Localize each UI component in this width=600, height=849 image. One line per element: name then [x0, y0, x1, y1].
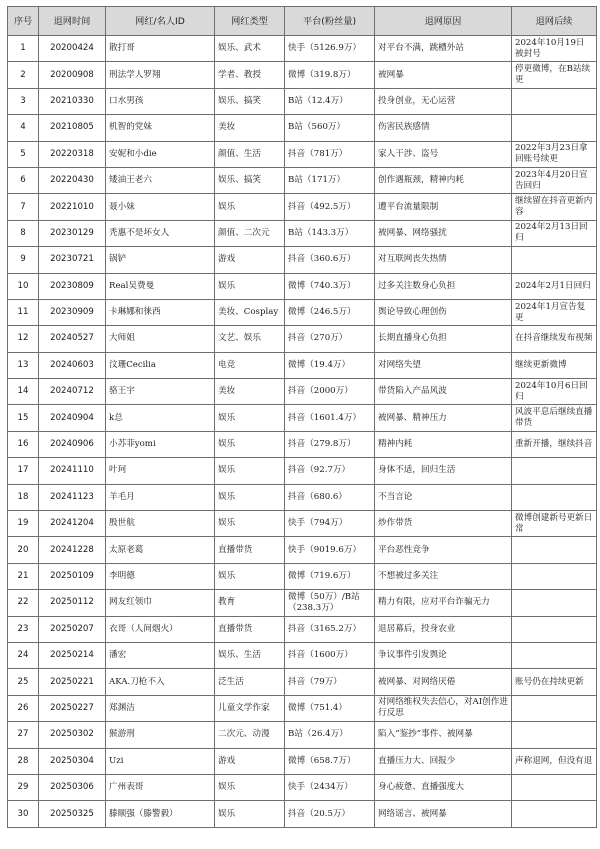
table-row [8, 563, 597, 589]
cell-reason: 炒作带货 [375, 511, 512, 537]
cell-followup: 2024年1月宣告复更 [512, 299, 597, 325]
cell-followup: 账号仍在持续更新 [512, 669, 597, 695]
cell-platform: B站（143.3万） [285, 220, 375, 246]
cell-date: 20210805 [39, 115, 106, 141]
cell-reason: 家人干涉、盗号 [375, 141, 512, 167]
table-row [8, 722, 597, 748]
cell-platform: 抖音（2000万） [285, 379, 375, 405]
table-row [8, 669, 597, 695]
table-row [8, 36, 597, 62]
cell-id: Uzi [106, 748, 215, 774]
cell-platform: 微博（658.7万） [285, 748, 375, 774]
cell-index: 24 [8, 642, 39, 668]
cell-type: 娱乐 [215, 774, 285, 800]
cell-reason: 对互联网丧失热情 [375, 247, 512, 273]
cell-id: 猴游刑 [106, 722, 215, 748]
cell-platform: B站（12.4万） [285, 88, 375, 114]
header-reason: 退网原因 [375, 7, 512, 36]
cell-index: 7 [8, 194, 39, 220]
cell-reason: 不想被过多关注 [375, 563, 512, 589]
cell-followup: 2024年2月13日回归 [512, 220, 597, 246]
table-row [8, 167, 597, 193]
table-row [8, 590, 597, 616]
table-row [8, 141, 597, 167]
cell-type: 娱乐、武术 [215, 36, 285, 62]
cell-reason: 对网络维权失去信心，对AI创作进行反思 [375, 695, 512, 721]
cell-reason: 身心疲惫、直播强度大 [375, 774, 512, 800]
cell-date: 20250112 [39, 590, 106, 616]
cell-platform: 微博（740.3万） [285, 273, 375, 299]
cell-date: 20210330 [39, 88, 106, 114]
cell-type: 直播带货 [215, 537, 285, 563]
cell-platform: 抖音（20.5万） [285, 801, 375, 827]
table-row [8, 379, 597, 405]
cell-date: 20250304 [39, 748, 106, 774]
cell-type: 二次元、动漫 [215, 722, 285, 748]
cell-type: 娱乐、生活 [215, 642, 285, 668]
cell-index: 6 [8, 167, 39, 193]
cell-reason: 被网暴、对网络厌倦 [375, 669, 512, 695]
cell-reason: 平台恶性竞争 [375, 537, 512, 563]
cell-reason: 陷入“鉴抄”事件、被网暴 [375, 722, 512, 748]
table-row [8, 458, 597, 484]
cell-index: 2 [8, 62, 39, 88]
cell-type: 泛生活 [215, 669, 285, 695]
cell-id: 矮油王老六 [106, 167, 215, 193]
retirement-table [7, 6, 597, 828]
cell-date: 20230809 [39, 273, 106, 299]
cell-platform: 快手（5126.9万） [285, 36, 375, 62]
table-row [8, 194, 597, 220]
cell-followup: 继续更新微博 [512, 352, 597, 378]
cell-followup: 2023年4月20日宣告回归 [512, 167, 597, 193]
cell-platform: 快手（794万） [285, 511, 375, 537]
cell-date: 20240904 [39, 405, 106, 431]
cell-type: 娱乐 [215, 194, 285, 220]
cell-index: 10 [8, 273, 39, 299]
cell-index: 15 [8, 405, 39, 431]
cell-index: 8 [8, 220, 39, 246]
cell-reason: 身体不适，回归生活 [375, 458, 512, 484]
cell-index: 5 [8, 141, 39, 167]
cell-type: 文艺、娱乐 [215, 326, 285, 352]
cell-id: 李明德 [106, 563, 215, 589]
cell-reason: 争议事件引发舆论 [375, 642, 512, 668]
cell-followup: 声称退网，但没有退 [512, 748, 597, 774]
cell-platform: B站（171万） [285, 167, 375, 193]
cell-date: 20250325 [39, 801, 106, 827]
table-row [8, 484, 597, 510]
cell-index: 17 [8, 458, 39, 484]
cell-followup [512, 695, 597, 721]
table-row [8, 695, 597, 721]
cell-index: 12 [8, 326, 39, 352]
table-row [8, 352, 597, 378]
header-date: 退网时间 [39, 7, 106, 36]
cell-reason: 退居幕后，投身农业 [375, 616, 512, 642]
cell-index: 1 [8, 36, 39, 62]
cell-type: 娱乐 [215, 484, 285, 510]
cell-index: 14 [8, 379, 39, 405]
cell-index: 13 [8, 352, 39, 378]
cell-id: 殷世航 [106, 511, 215, 537]
cell-reason: 伤害民族感情 [375, 115, 512, 141]
cell-reason: 被网暴、精神压力 [375, 405, 512, 431]
cell-id: 口水男孩 [106, 88, 215, 114]
cell-followup [512, 616, 597, 642]
cell-platform: 抖音（360.6万） [285, 247, 375, 273]
cell-followup: 微博创建新号更新日常 [512, 511, 597, 537]
cell-followup [512, 115, 597, 141]
cell-type: 电竞 [215, 352, 285, 378]
cell-platform: 微博（246.5万） [285, 299, 375, 325]
cell-reason: 精神内耗 [375, 431, 512, 457]
document-page [7, 6, 596, 828]
header-row [8, 7, 597, 36]
cell-type: 美妆、Cosplay [215, 299, 285, 325]
cell-followup [512, 247, 597, 273]
cell-reason: 过多关注数身心负担 [375, 273, 512, 299]
cell-followup [512, 801, 597, 827]
cell-followup: 停更微博，在B站续更 [512, 62, 597, 88]
cell-date: 20220318 [39, 141, 106, 167]
table-row [8, 115, 597, 141]
cell-id: 小苏菲yomi [106, 431, 215, 457]
header-type: 网红类型 [215, 7, 285, 36]
cell-followup: 2022年3月23日拿回账号续更 [512, 141, 597, 167]
table-row [8, 62, 597, 88]
cell-type: 娱乐 [215, 273, 285, 299]
cell-reason: 精力有限，应对平台诈骗无力 [375, 590, 512, 616]
cell-followup [512, 590, 597, 616]
cell-platform: 抖音（3165.2万） [285, 616, 375, 642]
table-row [8, 431, 597, 457]
cell-type: 娱乐 [215, 563, 285, 589]
cell-index: 20 [8, 537, 39, 563]
table-row [8, 642, 597, 668]
table-row [8, 616, 597, 642]
cell-platform: 抖音（270万） [285, 326, 375, 352]
cell-date: 20250221 [39, 669, 106, 695]
cell-reason: 被网暴、网络骚扰 [375, 220, 512, 246]
cell-date: 20250214 [39, 642, 106, 668]
cell-reason: 投身创业，无心运营 [375, 88, 512, 114]
table-row [8, 748, 597, 774]
cell-id: 网友红领巾 [106, 590, 215, 616]
cell-followup: 2024年10月19日被封号 [512, 36, 597, 62]
cell-index: 19 [8, 511, 39, 537]
cell-id: 羊毛月 [106, 484, 215, 510]
cell-id: 广州表哥 [106, 774, 215, 800]
cell-reason: 直播压力大、回报少 [375, 748, 512, 774]
table-row [8, 511, 597, 537]
cell-platform: B站（560万） [285, 115, 375, 141]
header-platform: 平台(粉丝量) [285, 7, 375, 36]
cell-platform: 快手（9019.6万） [285, 537, 375, 563]
cell-platform: 快手（2434万） [285, 774, 375, 800]
cell-id: 锅铲 [106, 247, 215, 273]
cell-id: 安妮和小die [106, 141, 215, 167]
cell-id: 大师姐 [106, 326, 215, 352]
cell-type: 游戏 [215, 247, 285, 273]
cell-date: 20241204 [39, 511, 106, 537]
cell-followup [512, 484, 597, 510]
cell-followup: 重新开播，继续抖音 [512, 431, 597, 457]
cell-reason: 对平台不满，跳槽外站 [375, 36, 512, 62]
table-row [8, 801, 597, 827]
cell-type: 儿童文学作家 [215, 695, 285, 721]
cell-id: 刑法学人罗翔 [106, 62, 215, 88]
cell-type: 美妆 [215, 379, 285, 405]
cell-platform: 抖音（79万） [285, 669, 375, 695]
table-row [8, 405, 597, 431]
table-row [8, 299, 597, 325]
cell-followup: 继续留在抖音更新内容 [512, 194, 597, 220]
cell-reason: 对网络失望 [375, 352, 512, 378]
cell-index: 29 [8, 774, 39, 800]
cell-id: 郑渊洁 [106, 695, 215, 721]
cell-id: 聂小妹 [106, 194, 215, 220]
cell-platform: B站（26.4万） [285, 722, 375, 748]
cell-index: 30 [8, 801, 39, 827]
cell-platform: 微博（19.4万） [285, 352, 375, 378]
cell-reason: 带货陷入产品风波 [375, 379, 512, 405]
cell-followup: 2024年10月6日回归 [512, 379, 597, 405]
cell-type: 颜值、生活 [215, 141, 285, 167]
cell-id: 衣哥（人间烟火） [106, 616, 215, 642]
table-row [8, 273, 597, 299]
cell-index: 16 [8, 431, 39, 457]
cell-followup [512, 458, 597, 484]
cell-followup: 风波平息后继续直播带货 [512, 405, 597, 431]
cell-reason: 创作遇瓶颈，精神内耗 [375, 167, 512, 193]
cell-index: 28 [8, 748, 39, 774]
cell-date: 20250227 [39, 695, 106, 721]
cell-followup [512, 88, 597, 114]
cell-type: 教育 [215, 590, 285, 616]
cell-date: 20250306 [39, 774, 106, 800]
cell-index: 3 [8, 88, 39, 114]
cell-type: 游戏 [215, 748, 285, 774]
cell-date: 20241228 [39, 537, 106, 563]
cell-reason: 舆论导致心理创伤 [375, 299, 512, 325]
cell-id: 散打哥 [106, 36, 215, 62]
cell-date: 20230909 [39, 299, 106, 325]
cell-platform: 抖音（492.5万） [285, 194, 375, 220]
cell-type: 美妆 [215, 115, 285, 141]
cell-id: 滕顺强（滕警毅） [106, 801, 215, 827]
cell-id: 卡琳娜和徕西 [106, 299, 215, 325]
table-row [8, 537, 597, 563]
table-row [8, 326, 597, 352]
cell-date: 20221010 [39, 194, 106, 220]
cell-date: 20240712 [39, 379, 106, 405]
cell-type: 娱乐 [215, 431, 285, 457]
cell-id: Real吴费曼 [106, 273, 215, 299]
cell-platform: 抖音（680.6） [285, 484, 375, 510]
cell-followup [512, 537, 597, 563]
cell-id: 潘宏 [106, 642, 215, 668]
cell-index: 27 [8, 722, 39, 748]
cell-platform: 微博（751.4） [285, 695, 375, 721]
cell-index: 25 [8, 669, 39, 695]
cell-date: 20241123 [39, 484, 106, 510]
cell-date: 20250207 [39, 616, 106, 642]
cell-date: 20241110 [39, 458, 106, 484]
cell-followup [512, 722, 597, 748]
header-id: 网红/名人ID [106, 7, 215, 36]
table-row [8, 247, 597, 273]
cell-reason: 长期直播身心负担 [375, 326, 512, 352]
table-row [8, 220, 597, 246]
cell-date: 20250109 [39, 563, 106, 589]
cell-date: 20220430 [39, 167, 106, 193]
table-row [8, 88, 597, 114]
cell-id: 机智的党妹 [106, 115, 215, 141]
cell-reason: 被网暴 [375, 62, 512, 88]
cell-date: 20240906 [39, 431, 106, 457]
cell-date: 20200424 [39, 36, 106, 62]
cell-type: 娱乐 [215, 405, 285, 431]
cell-platform: 抖音（1601.4万） [285, 405, 375, 431]
cell-platform: 抖音（781万） [285, 141, 375, 167]
cell-type: 娱乐 [215, 458, 285, 484]
cell-date: 20230129 [39, 220, 106, 246]
cell-platform: 微博（319.8万） [285, 62, 375, 88]
cell-type: 娱乐、搞笑 [215, 167, 285, 193]
header-followup: 退网后续 [512, 7, 597, 36]
cell-followup [512, 774, 597, 800]
cell-reason: 网络谣言、被网暴 [375, 801, 512, 827]
cell-type: 颜值、二次元 [215, 220, 285, 246]
cell-id: 太原老葛 [106, 537, 215, 563]
cell-platform: 抖音（279.8万） [285, 431, 375, 457]
cell-platform: 微博（719.6万） [285, 563, 375, 589]
cell-type: 娱乐、搞笑 [215, 88, 285, 114]
cell-index: 4 [8, 115, 39, 141]
cell-platform: 微博（50万）/B站（238.3万） [285, 590, 375, 616]
cell-type: 娱乐 [215, 511, 285, 537]
cell-followup [512, 642, 597, 668]
table-body [8, 36, 597, 828]
cell-type: 直播带货 [215, 616, 285, 642]
cell-followup: 在抖音继续发布视频 [512, 326, 597, 352]
cell-index: 11 [8, 299, 39, 325]
cell-index: 22 [8, 590, 39, 616]
cell-id: 汶珊Cecilia [106, 352, 215, 378]
cell-date: 20240603 [39, 352, 106, 378]
cell-index: 18 [8, 484, 39, 510]
cell-date: 20230721 [39, 247, 106, 273]
cell-id: 秃惠不是坏女人 [106, 220, 215, 246]
cell-index: 9 [8, 247, 39, 273]
cell-index: 23 [8, 616, 39, 642]
cell-platform: 抖音（92.7万） [285, 458, 375, 484]
cell-date: 20240527 [39, 326, 106, 352]
cell-date: 20200908 [39, 62, 106, 88]
cell-type: 娱乐 [215, 801, 285, 827]
cell-id: 叶珂 [106, 458, 215, 484]
cell-reason: 不当言论 [375, 484, 512, 510]
header-index: 序号 [8, 7, 39, 36]
cell-index: 26 [8, 695, 39, 721]
cell-platform: 抖音（1600万） [285, 642, 375, 668]
cell-followup [512, 563, 597, 589]
cell-id: AKA.刀枪不入 [106, 669, 215, 695]
cell-index: 21 [8, 563, 39, 589]
cell-id: k总 [106, 405, 215, 431]
cell-reason: 遭平台流量限制 [375, 194, 512, 220]
cell-followup: 2024年2月1日回归 [512, 273, 597, 299]
cell-date: 20250302 [39, 722, 106, 748]
table-row [8, 774, 597, 800]
cell-id: 骆王宇 [106, 379, 215, 405]
cell-type: 学者、教授 [215, 62, 285, 88]
